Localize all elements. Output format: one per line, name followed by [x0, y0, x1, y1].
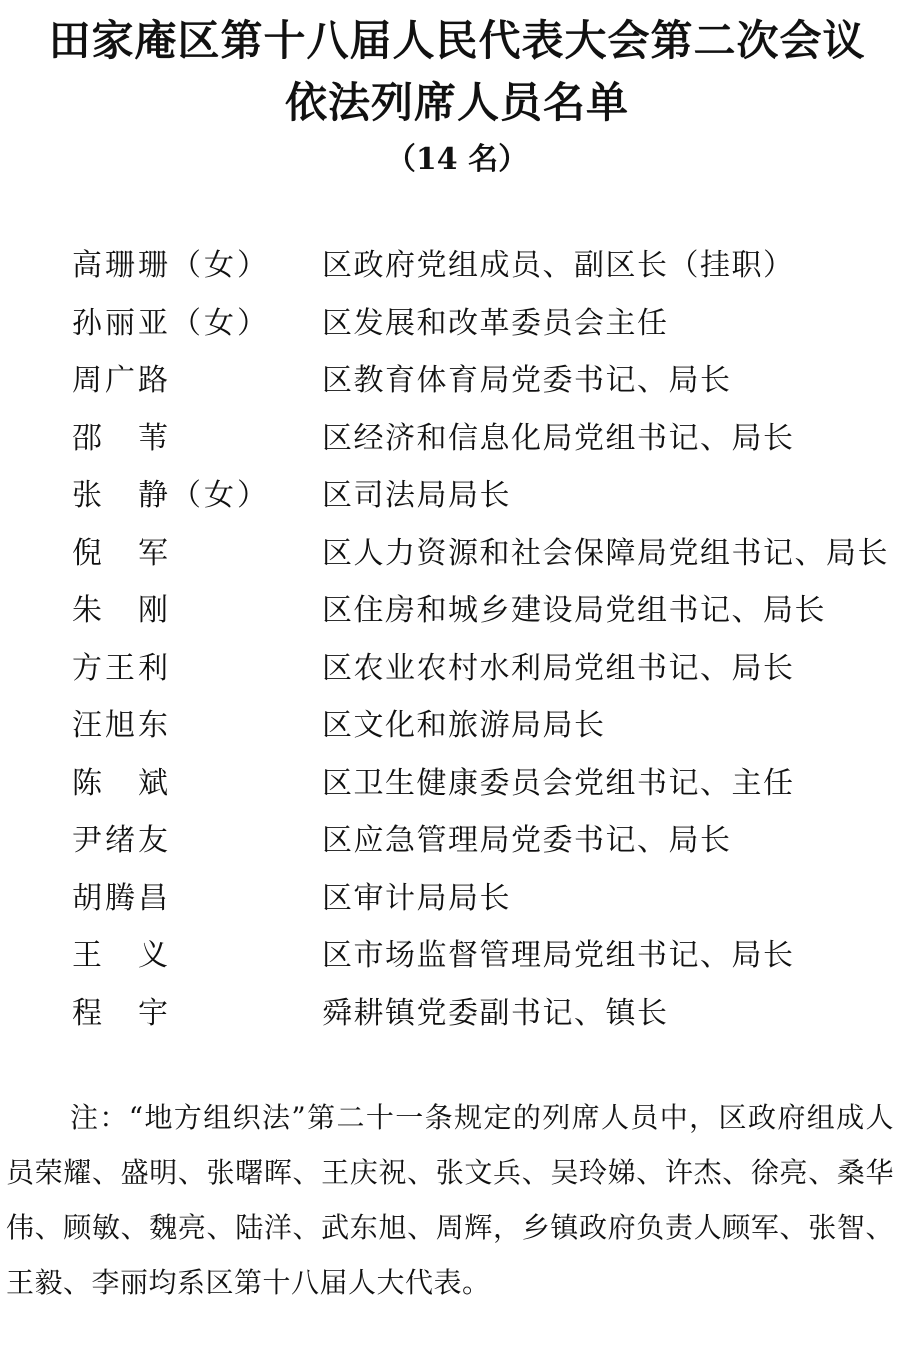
attendee-name: 程 宇 — [72, 995, 171, 1031]
attendee-name: 周广路 — [72, 363, 171, 398]
list-item — [72, 528, 902, 586]
attendee-name: 张 静（女） — [72, 478, 270, 513]
attendee-name: 汪旭东 — [72, 708, 171, 743]
footnote: 注：“地方组织法”第二十一条规定的列席人员中，区政府组成人员荣耀、盛明、张曙晖、王庆祝、张文兵、吴玲娣、许杰、徐亮、桑华伟、顾敏、魏亮、陆洋、武东旭、周辉，乡镇政府负责人顾军、张智、王毅、李丽均系区第十八届人大代表。 — [6, 1101, 894, 1299]
attendee-name: 孙丽亚（女） — [72, 305, 270, 341]
attendee-name: 朱 刚 — [72, 593, 171, 628]
attendee-position: 区农业农村水利局党组书记、局长 — [322, 650, 795, 686]
list-item — [72, 758, 902, 816]
attendee-position: 区住房和城乡建设局党组书记、局长 — [322, 593, 826, 628]
attendee-position: 区市场监督管理局党组书记、局长 — [322, 938, 795, 973]
list-item — [72, 873, 902, 931]
list-item — [72, 470, 902, 528]
attendee-position: 区卫生健康委员会党组书记、主任 — [322, 765, 795, 801]
list-item — [72, 700, 902, 758]
attendee-position: 区人力资源和社会保障局党组书记、局长 — [322, 535, 889, 571]
list-item — [72, 413, 902, 471]
attendee-name: 方王利 — [72, 650, 171, 686]
attendee-name: 倪 军 — [72, 535, 171, 571]
document-title-line-2: 依法列席人员名单 — [284, 78, 629, 127]
member-count: （14 名） — [385, 142, 529, 177]
attendee-name: 高珊珊（女） — [72, 248, 270, 283]
list-item — [72, 988, 902, 1046]
attendee-position: 区文化和旅游局局长 — [322, 708, 606, 743]
attendee-name: 尹绪友 — [72, 823, 171, 858]
attendee-position: 区经济和信息化局党组书记、局长 — [322, 420, 795, 456]
list-item — [72, 930, 902, 988]
attendee-position: 区发展和改革委员会主任 — [322, 305, 669, 341]
attendee-position: 区审计局局长 — [322, 880, 511, 916]
attendee-position: 舜耕镇党委副书记、镇长 — [322, 995, 669, 1031]
attendee-name: 胡腾昌 — [72, 880, 171, 916]
list-item — [72, 240, 902, 298]
list-item — [72, 355, 902, 413]
attendee-name: 邵 苇 — [72, 420, 171, 456]
attendee-list — [72, 240, 902, 1045]
attendee-position: 区政府党组成员、副区长（挂职） — [322, 248, 795, 283]
attendee-name: 陈 斌 — [72, 765, 171, 801]
attendee-position: 区司法局局长 — [322, 478, 511, 513]
attendee-name: 王 义 — [72, 938, 171, 973]
list-item — [72, 643, 902, 701]
list-item — [72, 815, 902, 873]
attendee-position: 区应急管理局党委书记、局长 — [322, 823, 732, 858]
attendee-position: 区教育体育局党委书记、局长 — [322, 363, 732, 398]
list-item — [72, 298, 902, 356]
list-item — [72, 585, 902, 643]
document-title-line-1: 田家庵区第十八届人民代表大会第二次会议 — [48, 16, 866, 65]
